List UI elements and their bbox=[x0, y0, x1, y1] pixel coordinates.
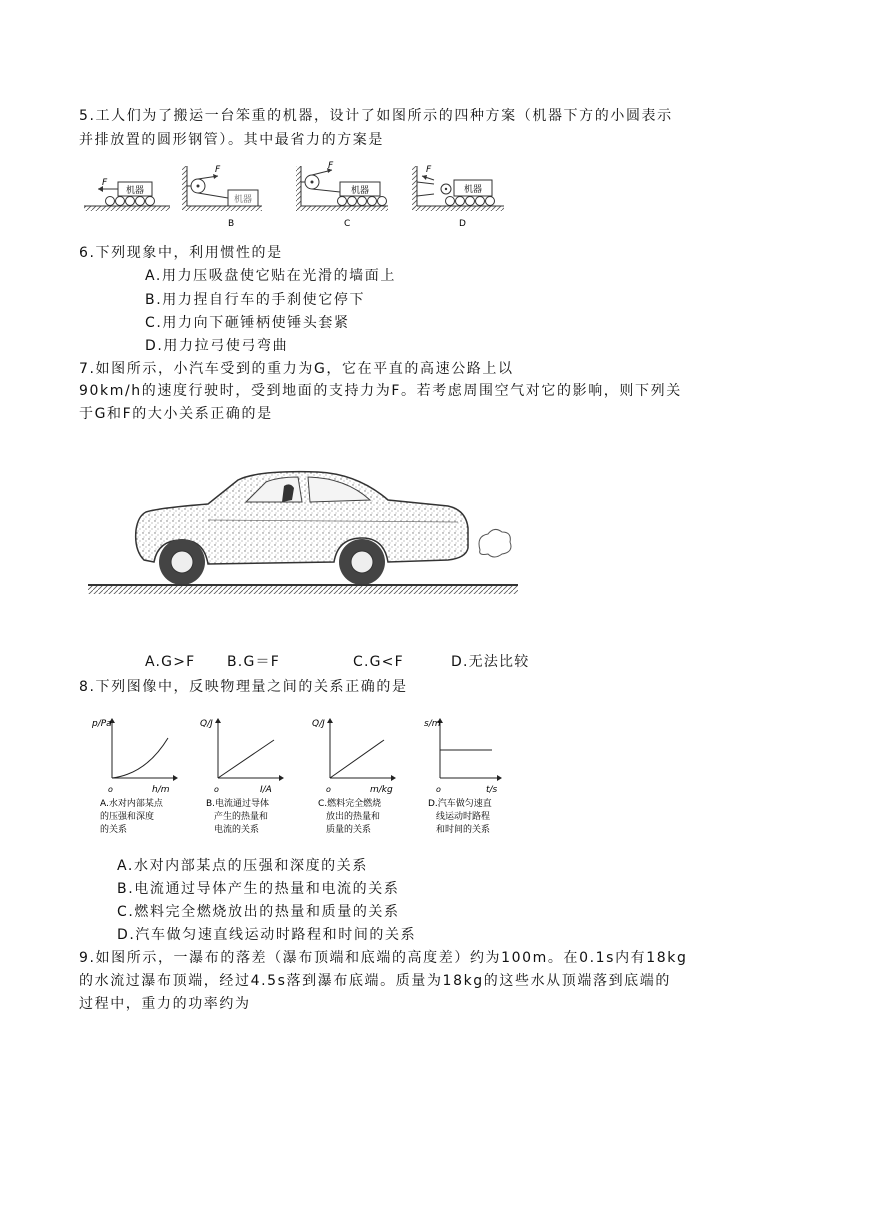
q5-d-force-label: F bbox=[426, 165, 432, 175]
q5-label-c: C bbox=[344, 219, 351, 229]
q8-graphs-figure bbox=[88, 712, 508, 846]
q7-stem-line-3: 于G和F的大小关系正确的是 bbox=[79, 406, 273, 422]
graph-a bbox=[91, 718, 178, 835]
q5-scheme-b bbox=[182, 165, 262, 229]
q5-a-force-label: F bbox=[102, 178, 108, 188]
q7-stem-line-1: 7.如图所示，小汽车受到的重力为G，它在平直的高速公路上以 bbox=[79, 361, 514, 377]
q8-option-a: A.水对内部某点的压强和深度的关系 bbox=[117, 858, 368, 874]
q6-option-a: A.用力压吸盘使它贴在光滑的墙面上 bbox=[145, 268, 396, 284]
graph-a-caption-2: 的压强和深度 bbox=[100, 812, 155, 822]
graph-b-origin: o bbox=[214, 785, 219, 794]
graph-c-caption-3: 质量的关系 bbox=[326, 825, 372, 835]
graph-b bbox=[200, 718, 284, 835]
q6-option-d: D.用力拉弓使弓弯曲 bbox=[145, 338, 289, 354]
q5-b-force-label: F bbox=[215, 165, 221, 175]
graph-d-ylabel: s/m bbox=[424, 719, 441, 729]
q5-scheme-c bbox=[296, 161, 388, 229]
graph-b-ylabel: Q/J bbox=[200, 719, 213, 729]
q7-option-b: B.G＝F bbox=[227, 654, 280, 670]
q7-option-d: D.无法比较 bbox=[451, 654, 530, 670]
graph-a-caption-1: A.水对内部某点 bbox=[100, 799, 163, 809]
q5-stem-line-1: 5.工人们为了搬运一台笨重的机器，设计了如图所示的四种方案（机器下方的小圆表示 bbox=[79, 108, 673, 124]
q5-d-machine-label: 机器 bbox=[463, 185, 483, 195]
q8-stem: 8.下列图像中，反映物理量之间的关系正确的是 bbox=[79, 679, 408, 695]
q8-option-b: B.电流通过导体产生的热量和电流的关系 bbox=[117, 881, 400, 897]
q7-option-a: A.G>F bbox=[145, 654, 196, 670]
graph-d-caption-2: 线运动时路程 bbox=[436, 812, 491, 822]
graph-c-origin: o bbox=[326, 785, 331, 794]
q6-option-b: B.用力捏自行车的手刹使它停下 bbox=[145, 292, 366, 308]
q5-a-machine-label: 机器 bbox=[125, 186, 145, 196]
q5-schemes-figure bbox=[82, 160, 522, 232]
q6-option-c: C.用力向下砸锤柄使锤头套紧 bbox=[145, 315, 350, 331]
q9-stem-line-2: 的水流过瀑布顶端，经过4.5s落到瀑布底端。质量为18kg的这些水从顶端落到底端的 bbox=[79, 973, 671, 989]
graph-c-ylabel: Q/J bbox=[312, 719, 325, 729]
q5-scheme-a bbox=[84, 178, 170, 211]
car-illustration bbox=[88, 460, 518, 600]
rear-wheel bbox=[339, 539, 385, 585]
graph-c-caption-2: 放出的热量和 bbox=[326, 812, 381, 822]
q5-stem-line-2: 并排放置的圆形钢管）。其中最省力的方案是 bbox=[79, 132, 384, 148]
q5-c-force-label: F bbox=[328, 161, 334, 171]
graph-a-xlabel: h/m bbox=[152, 785, 170, 795]
graph-d bbox=[424, 718, 502, 835]
graph-d-xlabel: t/s bbox=[486, 785, 498, 795]
road-hatch bbox=[88, 586, 518, 594]
graph-d-caption-1: D.汽车做匀速直 bbox=[428, 799, 492, 809]
graph-c bbox=[312, 718, 396, 835]
graph-c-xlabel: m/kg bbox=[370, 785, 393, 795]
graph-b-caption-2: 产生的热量和 bbox=[214, 812, 269, 822]
graph-b-xlabel: I/A bbox=[260, 785, 272, 795]
q6-stem: 6.下列现象中，利用惯性的是 bbox=[79, 245, 283, 261]
graph-d-origin: o bbox=[436, 785, 441, 794]
graph-a-ylabel: p/Pa bbox=[92, 719, 112, 729]
q7-stem-line-2: 90km/h的速度行驶时，受到地面的支持力为F。若考虑周围空气对它的影响，则下列关 bbox=[79, 383, 682, 399]
graph-a-origin: o bbox=[108, 785, 113, 794]
graph-c-caption-1: C.燃料完全燃烧 bbox=[318, 799, 382, 809]
exhaust-puff bbox=[479, 529, 511, 557]
q8-option-d: D.汽车做匀速直线运动时路程和时间的关系 bbox=[117, 927, 417, 943]
q5-b-machine-label: 机器 bbox=[233, 195, 253, 205]
q9-stem-line-3: 过程中，重力的功率约为 bbox=[79, 996, 251, 1012]
front-wheel bbox=[159, 539, 205, 585]
q5-c-machine-label: 机器 bbox=[350, 186, 370, 196]
q5-scheme-d bbox=[412, 165, 504, 229]
graph-b-caption-1: B.电流通过导体 bbox=[206, 799, 270, 809]
q5-label-b: B bbox=[228, 219, 235, 229]
q7-option-c: C.G<F bbox=[353, 654, 404, 670]
graph-a-caption-3: 的关系 bbox=[100, 825, 128, 835]
graph-d-caption-3: 和时间的关系 bbox=[436, 825, 491, 835]
q9-stem-line-1: 9.如图所示，一瀑布的落差（瀑布顶端和底端的高度差）约为100m。在0.1s内有18kg bbox=[79, 950, 688, 966]
graph-b-caption-3: 电流的关系 bbox=[214, 825, 260, 835]
q8-option-c: C.燃料完全燃烧放出的热量和质量的关系 bbox=[117, 904, 400, 920]
q5-label-d: D bbox=[459, 219, 466, 229]
